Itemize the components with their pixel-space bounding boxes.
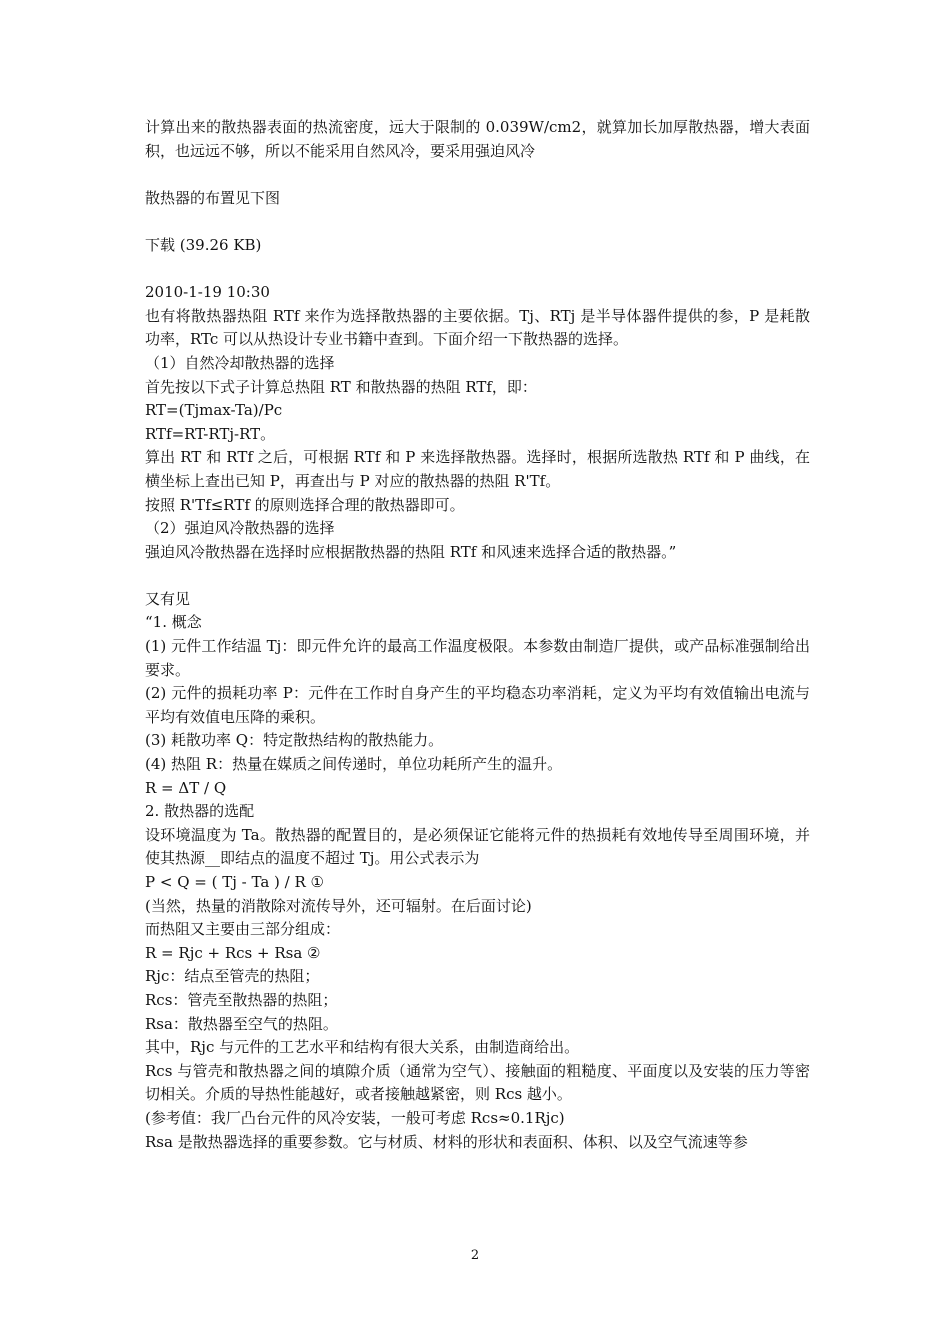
post-timestamp: 2010-1-19 10:30 xyxy=(145,283,270,302)
paragraph-rjc: 其中，Rjc 与元件的工艺水平和结构有很大关系，由制造商给出。 xyxy=(145,1038,580,1057)
item-loss-power: (2) 元件的损耗功率 P：元件在工作时自身产生的平均稳态功率消耗，定义为平均有效值输出电流与平均有效值电压降的乘积。 xyxy=(145,684,810,726)
definition-rsa: Rsa：散热器至空气的热阻。 xyxy=(145,1014,338,1033)
formula-2: R = Rjc + Rcs + Rsa ② xyxy=(145,943,321,962)
paragraph-formula-intro: 首先按以下式子计算总热阻 RT 和散热器的热阻 RTf，即： xyxy=(145,377,537,396)
paragraph-selection-rule: 按照 R'Tf≤RTf 的原则选择合理的散热器即可。 xyxy=(145,495,465,514)
heading-concepts: “1. 概念 xyxy=(145,613,202,632)
paragraph-see-also: 又有见 xyxy=(145,589,191,608)
document-body xyxy=(145,116,810,1154)
paragraph-rtf-intro: 也有将散热器热阻 RTf 来作为选择散热器的主要依据。Tj、RTj 是半导体器件提供的参，P 是耗散功率，RTc 可以从热设计专业书籍中查到。下面介绍一下散热器的选择。 xyxy=(145,306,810,349)
definition-rjc: Rjc：结点至管壳的热阻； xyxy=(145,967,320,986)
paragraph-select-by-curve: 算出 RT 和 RTf 之后，可根据 RTf 和 P 来选择散热器。选择时，根据所选散热 RTf 和 P 曲线，在横坐标上查出已知 P，再查出与 P 对应的散热器的热阻 R'Tf。 xyxy=(145,448,810,490)
paragraph-forced-cooling: 强迫风冷散热器在选择时应根据散热器的热阻 RTf 和风速来选择合适的散热器。” xyxy=(145,542,677,561)
item-dissipation-power: (3) 耗散功率 Q：特定散热结构的散热能力。 xyxy=(145,731,444,750)
paragraph-rsa: Rsa 是散热器选择的重要参数。它与材质、材料的形状和表面积、体积、以及空气流速等参 xyxy=(145,1132,748,1151)
paragraph-rcs: Rcs 与管壳和散热器之间的填隙介质（通常为空气）、接触面的粗糙度、平面度以及安装的压力等密切相关。介质的导热性能越好，或者接触越紧密，则 Rcs 越小。 xyxy=(145,1061,810,1104)
paragraph-ambient: 设环境温度为 Ta。散热器的配置目的，是必须保证它能将元件的热损耗有效地传导至周围环境，并使其热源__即结点的温度不超过 Tj。用公式表示为 xyxy=(145,825,810,868)
blank-line xyxy=(145,564,810,588)
page-number: 2 xyxy=(470,1248,480,1263)
paragraph-layout-caption: 散热器的布置见下图 xyxy=(145,188,281,207)
blank-line xyxy=(145,210,810,234)
paragraph-heat-flux: 计算出来的散热器表面的热流密度，远大于限制的 0.039W/cm2，就算加长加厚散热器，增大表面积，也远远不够，所以不能采用自然风冷，要采用强迫风冷 xyxy=(145,118,810,160)
definition-rcs: Rcs：管壳至散热器的热阻； xyxy=(145,990,338,1009)
download-link[interactable]: 下载 (39.26 KB) xyxy=(145,235,262,254)
paragraph-radiation-note: (当然，热量的消散除对流传导外，还可辐射。在后面讨论) xyxy=(145,896,532,915)
blank-line xyxy=(145,163,810,187)
paragraph-reference-value: (参考值：我厂凸台元件的风冷安装，一般可考虑 Rcs≈0.1Rjc) xyxy=(145,1108,565,1127)
formula-rtf: RTf=RT-RTj-RT。 xyxy=(145,424,276,443)
heading-forced-cooling: （2）强迫风冷散热器的选择 xyxy=(145,519,335,538)
formula-r-dt-q: R = ΔT / Q xyxy=(145,778,227,797)
formula-1: P < Q = ( Tj - Ta ) / R ① xyxy=(145,873,324,891)
formula-rt: RT=(Tjmax-Ta)/Pc xyxy=(145,401,283,420)
item-junction-temp: (1) 元件工作结温 Tj：即元件允许的最高工作温度极限。本参数由制造厂提供，或产品标准强制给出要求。 xyxy=(145,637,810,679)
paragraph-three-parts: 而热阻又主要由三部分组成： xyxy=(145,920,341,939)
heading-heatsink-selection: 2. 散热器的选配 xyxy=(145,802,255,821)
item-thermal-resistance: (4) 热阻 R：热量在媒质之间传递时，单位功耗所产生的温升。 xyxy=(145,755,563,774)
blank-line xyxy=(145,258,810,282)
heading-natural-cooling: （1）自然冷却散热器的选择 xyxy=(145,353,335,372)
